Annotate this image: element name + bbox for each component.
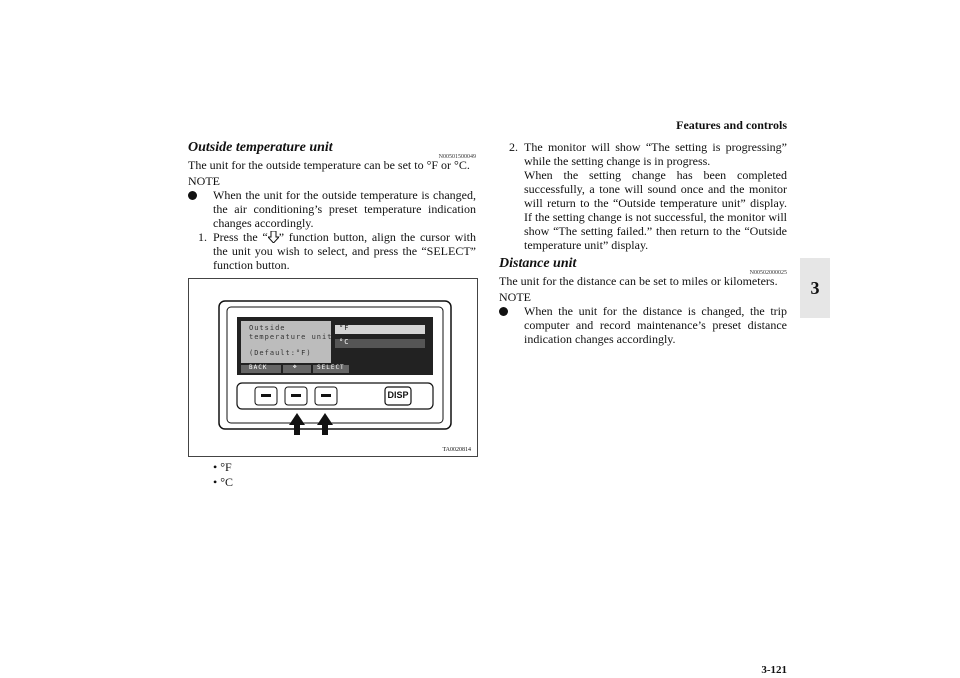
note-label: NOTE — [499, 290, 531, 304]
outside-temp-intro: The unit for the outside temperature can be set to °F or °C. — [188, 158, 470, 172]
step-1-text-end: ” function button, align the cursor with the unit you wish to select, and press the “SELECT” function button. — [213, 230, 476, 272]
step-number: 2. — [509, 140, 518, 154]
note-text: When the unit for the outside temperature is changed, the air conditioning’s preset temperature indication changes accordingly. — [213, 188, 476, 230]
heading-code: N00502000025 — [749, 270, 787, 276]
bullet-icon — [188, 191, 197, 200]
lcd-option-f: °F — [339, 324, 350, 332]
page-number: 3-121 — [761, 664, 787, 676]
note-label: NOTE — [188, 174, 220, 188]
lcd-back-button: BACK — [249, 364, 268, 371]
section-title: Features and controls — [676, 118, 787, 132]
step-2-text: The monitor will show “The setting is progressing” while the setting change is in progress. — [524, 140, 787, 168]
left-column — [188, 140, 476, 272]
lcd-default: (Default:°F) — [249, 349, 312, 357]
chapter-tab: 3 — [800, 258, 830, 318]
distance-heading-row — [499, 256, 787, 274]
right-column — [499, 140, 787, 346]
figure-code: TA0020814 — [442, 447, 471, 453]
option-list — [213, 460, 313, 490]
bullet-icon — [499, 307, 508, 316]
distance-intro: The unit for the distance can be set to miles or kilometers. — [499, 274, 778, 288]
outside-temp-heading: Outside temperature unit — [188, 140, 333, 155]
step-2-text-continued: When the setting change has been completed successfully, a tone will sound once and the monitor will return to the “Outside temperature unit” display. If the setting change is not successful, the monitor will show “The setting failed.” then return to the “Outside temperature unit” display. — [524, 168, 787, 252]
heading-code: N00501500049 — [438, 154, 476, 160]
distance-heading: Distance unit — [499, 256, 577, 271]
step-number: 1. — [198, 230, 207, 244]
lcd-title-line2: temperature unit — [249, 333, 333, 341]
step-1 — [188, 230, 476, 272]
option-c: • °C — [213, 475, 234, 489]
option-f: • °F — [213, 460, 232, 474]
step-2 — [499, 140, 787, 252]
lcd-move-icon: ✥ — [293, 363, 298, 370]
note-item — [499, 304, 787, 346]
note-item — [188, 188, 476, 230]
lcd-title-line1: Outside — [249, 324, 286, 332]
outside-temp-heading-row — [188, 140, 476, 158]
lcd-option-c: °C — [339, 338, 350, 346]
note-text: When the unit for the distance is changed, the trip computer and record maintenance’s preset distance indication changes accordingly. — [524, 304, 787, 346]
display-figure — [188, 278, 478, 457]
lcd-select-button: SELECT — [317, 364, 345, 371]
step-1-text-start: Press the “ — [213, 230, 268, 244]
down-arrow-icon — [268, 231, 279, 243]
disp-button-label: DISP — [387, 390, 409, 400]
